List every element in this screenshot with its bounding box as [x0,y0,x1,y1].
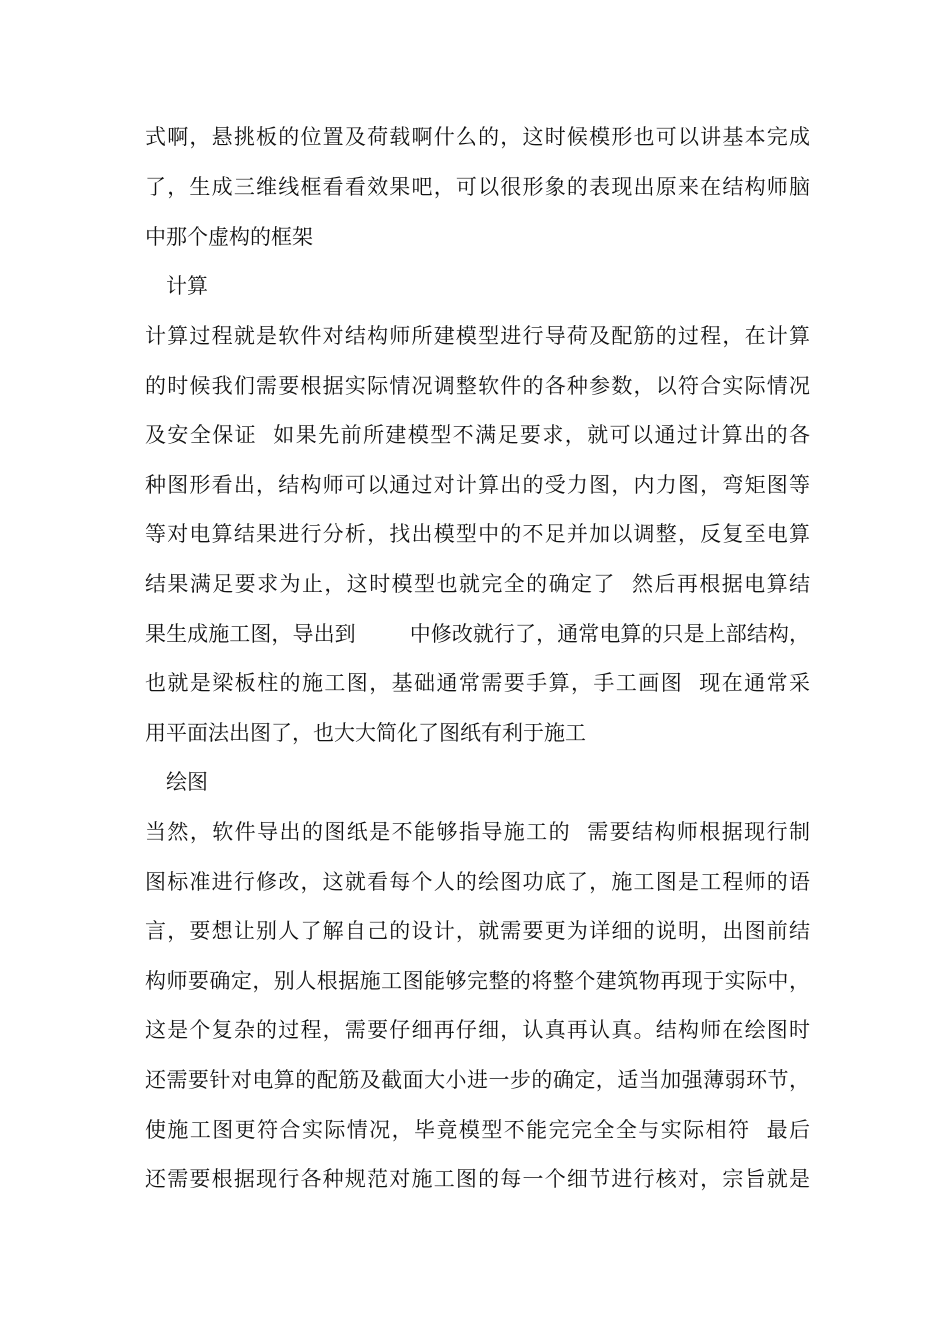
text-line-8: 种图形看出，结构师可以通过对计算出的受力图，内力图，弯矩图等 [145,473,810,497]
text-line-18: 构师要确定，别人根据施工图能够完整的将整个建筑物再现于实际中， [145,969,810,993]
text-line-10: 结果满足要求为止，这时模型也就完全的确定了 然后再根据电算结 [145,572,810,596]
section-heading-calculation: 计算 [166,274,208,298]
text-line-22: 还需要根据现行各种规范对施工图的每一个细节进行核对，宗旨就是 [145,1167,810,1191]
text-line-7: 及安全保证 如果先前所建模型不满足要求，就可以通过计算出的各 [145,423,810,447]
text-line-3: 中那个虚构的框架 [145,225,313,249]
text-line-5: 计算过程就是软件对结构师所建模型进行导荷及配筋的过程，在计算 [145,324,810,348]
section-heading-drawing: 绘图 [166,770,208,794]
text-line-15: 当然，软件导出的图纸是不能够指导施工的 需要结构师根据现行制 [145,820,810,844]
text-line-12: 也就是梁板柱的施工图，基础通常需要手算，手工画图 现在通常采 [145,671,810,695]
text-line-16: 图标准进行修改，这就看每个人的绘图功底了，施工图是工程师的语 [145,870,810,894]
text-line-21: 使施工图更符合实际情况，毕竟模型不能完完全全与实际相符 最后 [145,1118,810,1142]
text-line-6: 的时候我们需要根据实际情况调整软件的各种参数，以符合实际情况 [145,374,810,398]
text-line-11: 果生成施工图，导出到 中修改就行了，通常电算的只是上部结构， [145,622,810,646]
text-line-9: 等对电算结果进行分析，找出模型中的不足并加以调整，反复至电算 [145,522,810,546]
text-line-2: 了，生成三维线框看看效果吧，可以很形象的表现出原来在结构师脑 [145,175,810,199]
text-line-20: 还需要针对电算的配筋及截面大小进一步的确定，适当加强薄弱环节， [145,1068,810,1092]
text-line-1: 式啊，悬挑板的位置及荷载啊什么的，这时候模形也可以讲基本完成 [145,125,810,149]
text-line-19: 这是个复杂的过程，需要仔细再仔细，认真再认真。结构师在绘图时 [145,1018,810,1042]
text-line-17: 言，要想让别人了解自己的设计，就需要更为详细的说明，出图前结 [145,919,810,943]
text-line-13: 用平面法出图了，也大大简化了图纸有利于施工 [145,721,586,745]
